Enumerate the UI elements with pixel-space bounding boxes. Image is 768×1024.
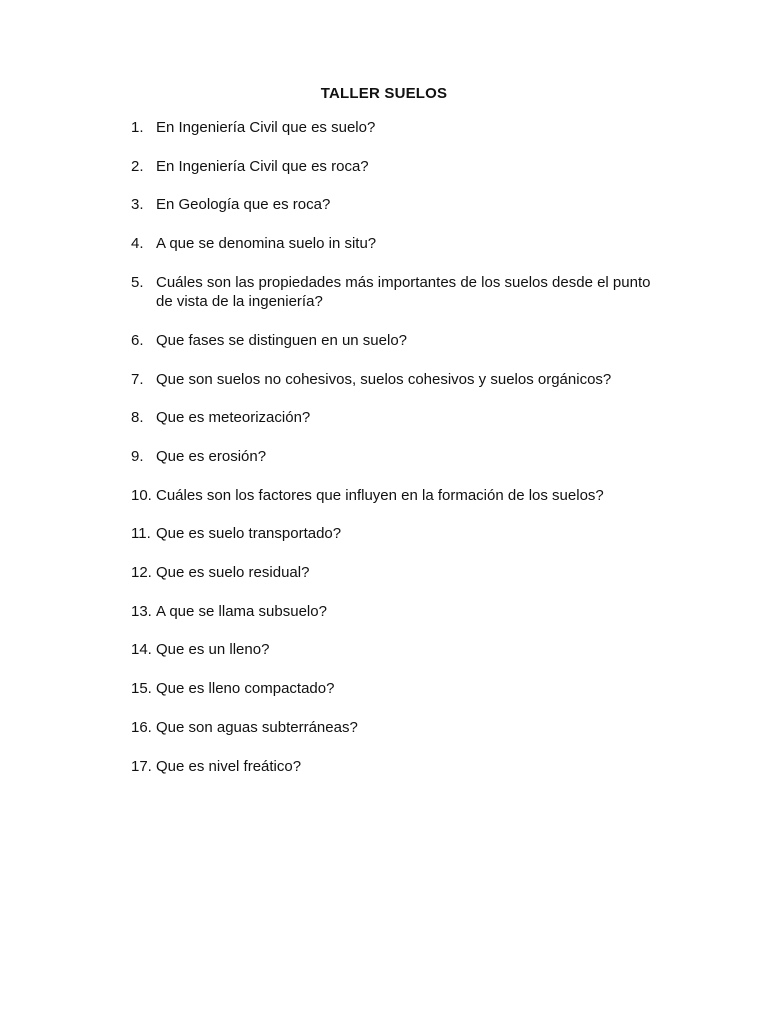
question-number: 10. — [131, 486, 152, 504]
question-item — [131, 524, 671, 544]
question-item — [131, 408, 671, 428]
document-title: TALLER SUELOS — [320, 85, 448, 102]
question-text: Que son suelos no cohesivos, suelos cohesivos y suelos orgánicos? — [156, 370, 612, 388]
question-text: En Ingeniería Civil que es suelo? — [156, 119, 376, 136]
question-item — [131, 195, 671, 215]
question-text: Que es nivel freático? — [156, 757, 302, 775]
question-number: 13. — [131, 602, 152, 620]
question-text: Que es suelo residual? — [156, 564, 310, 582]
question-item — [131, 157, 671, 177]
question-item — [131, 563, 671, 583]
question-item — [131, 486, 671, 506]
question-text: Que es un lleno? — [156, 641, 270, 659]
question-number: 17. — [131, 757, 152, 775]
question-number: 2. — [131, 157, 144, 175]
question-text: Que es lleno compactado? — [156, 680, 335, 698]
question-text: Que fases se distinguen en un suelo? — [156, 331, 408, 349]
question-number: 5. — [131, 273, 144, 291]
question-text: Cuáles son los factores que influyen en la formación de los suelos? — [156, 486, 604, 504]
question-item — [131, 273, 671, 312]
question-number: 4. — [131, 235, 144, 253]
question-text: Que es meteorización? — [156, 409, 311, 427]
question-number: 3. — [131, 196, 144, 214]
question-text: En Ingeniería Civil que es roca? — [156, 157, 369, 175]
question-text: Cuáles son las propiedades más importantes de los suelos desde el punto de vista de la ingeniería? — [156, 273, 651, 311]
question-item — [131, 331, 671, 351]
question-number: 9. — [131, 448, 144, 465]
question-item — [131, 447, 671, 467]
question-item — [131, 679, 671, 699]
question-number: 11. — [131, 525, 151, 543]
question-item — [131, 718, 671, 738]
question-text: Que es erosión? — [156, 448, 267, 465]
question-text: A que se llama subsuelo? — [156, 602, 327, 620]
question-number: 7. — [131, 370, 144, 388]
question-number: 12. — [131, 564, 152, 582]
question-item — [131, 602, 671, 622]
question-list — [131, 118, 671, 795]
question-number: 1. — [131, 119, 144, 136]
question-text: En Geología que es roca? — [156, 196, 331, 214]
question-item — [131, 234, 671, 254]
question-text: Que son aguas subterráneas? — [156, 718, 358, 736]
question-text: A que se denomina suelo in situ? — [156, 235, 377, 253]
question-number: 8. — [131, 409, 144, 427]
question-number: 14. — [131, 641, 152, 659]
question-item — [131, 640, 671, 660]
question-item — [131, 757, 671, 777]
question-text: Que es suelo transportado? — [156, 525, 342, 543]
question-number: 15. — [131, 680, 152, 698]
question-number: 16. — [131, 718, 152, 736]
question-number: 6. — [131, 331, 144, 349]
question-item — [131, 370, 671, 390]
question-item — [131, 118, 671, 138]
